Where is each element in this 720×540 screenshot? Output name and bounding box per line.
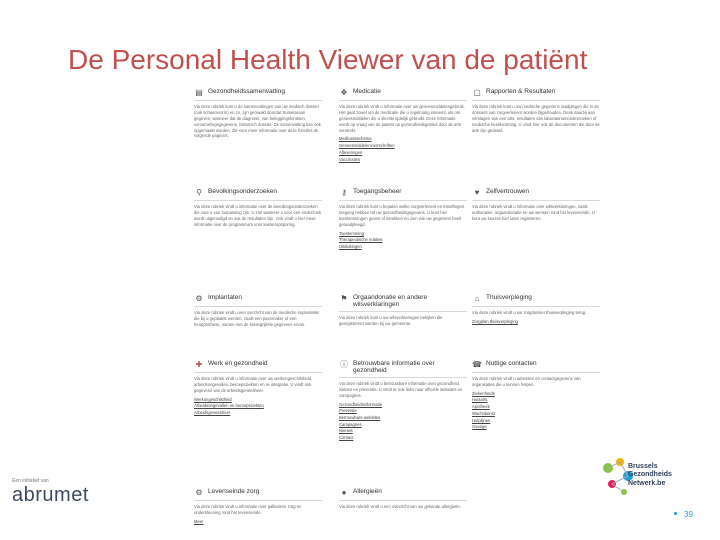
- card-description: Via deze rubriek kunt u uw wilsverklaringen bekijken die geregistreerd werden bij uw gemeente.: [339, 314, 443, 326]
- care-icon: ⚙: [195, 488, 203, 497]
- card-description: Via deze rubriek kunt u bepalen welke zorgverleners en instellingen toegang hebben tot uw gezondheidsgegevens. U kunt hier toestemmingen geven of intrekken en zien wie uw gegevens heeft geraadpleegd.: [339, 204, 465, 227]
- link-info-0[interactable]: Gezondheidsinformatie: [339, 401, 383, 407]
- brussels-health-network-logo: [598, 454, 708, 504]
- link-exclusions[interactable]: Uitsluitingen: [339, 243, 362, 249]
- link-contact-4[interactable]: Hulplijnen: [472, 417, 491, 423]
- link-deliveries[interactable]: Afleveringen: [339, 149, 363, 155]
- card-health-information[interactable]: [339, 360, 467, 442]
- link-info-5[interactable]: Contact: [339, 435, 354, 441]
- card-title: Medicatie: [353, 88, 381, 95]
- link-work-accidents[interactable]: Arbeidsongevallen en beroepsziekten: [194, 403, 264, 409]
- card-title: Nuttige contacten: [486, 360, 537, 367]
- card-header: [339, 360, 467, 378]
- card-description: Via deze rubriek vindt u een overzicht van de medische implantaten die bij u geplaatst werden, zoals een pacemaker of een heupprothese, samen met de belangrijkste gegevens ervan.: [194, 310, 320, 327]
- card-header: [472, 188, 600, 201]
- card-header: [472, 360, 600, 373]
- implant-icon: ⚙: [195, 294, 203, 303]
- card-population-screening[interactable]: [194, 188, 322, 228]
- info-icon: ⓘ: [340, 360, 348, 369]
- card-header: [194, 88, 322, 101]
- summary-icon: ▤: [195, 88, 203, 97]
- card-links: [472, 391, 600, 431]
- card-header: [472, 294, 600, 307]
- link-prescriptions[interactable]: Geneesmiddelenvoorschriften: [339, 143, 395, 149]
- card-title: Thuisverpleging: [486, 294, 532, 301]
- card-title: Toegangsbeheer: [353, 188, 402, 195]
- link-occupational-doctor[interactable]: Arbeidsgeneesheer: [194, 410, 231, 416]
- card-header: [194, 360, 322, 373]
- link-contact-1[interactable]: Huisarts: [472, 397, 488, 403]
- link-info-2[interactable]: Betrouwbare websites: [339, 415, 381, 420]
- document-icon: ▢: [473, 88, 481, 97]
- card-title: Gezondheidssamenvatting: [208, 88, 285, 95]
- card-title: Levenseinde zorg: [208, 488, 260, 495]
- card-title: Werk en gezondheid: [208, 360, 268, 367]
- card-header: [472, 88, 600, 101]
- logo-line-2: Gezondheids: [628, 471, 672, 479]
- card-description: Via deze rubriek vindt u informatie over palliatieve zorg en ondersteuning rond het levenseinde.: [194, 504, 302, 515]
- link-medication-schema[interactable]: Medicatieschema: [339, 136, 372, 142]
- link-contact-2[interactable]: Apotheek: [472, 404, 490, 410]
- link-contact-0[interactable]: Ziekenfonds: [472, 390, 495, 396]
- card-description: Via deze rubriek kunt u uw medische gegevens raadplegen die in de dossiers van zorgverleners worden bijgehouden. Denk daarbij aan verslagen van een arts, resultaten van laboratoriumonderzoeken of medische beeldvorming. U vindt hier ook de documenten die door de arts zijn gedeeld.: [472, 104, 600, 133]
- card-organ-donation[interactable]: [339, 294, 467, 327]
- card-description: Via deze rubriek vindt u een overzicht van uw gekende allergieën.: [339, 504, 461, 509]
- flag-icon: ⚑: [340, 294, 348, 303]
- card-links: [339, 231, 467, 251]
- card-self-confidence[interactable]: [472, 188, 600, 222]
- card-header: [339, 88, 467, 101]
- link-care-plan[interactable]: Zorgplan thuisverpleging: [472, 318, 518, 324]
- link-vaccinations[interactable]: Vaccinaties: [339, 156, 361, 162]
- card-useful-contacts[interactable]: [472, 360, 600, 431]
- link-incapacity[interactable]: Werkongeschiktheid: [194, 396, 232, 402]
- card-header: [339, 488, 467, 501]
- card-title: Bevolkingsonderzoeken: [208, 188, 278, 195]
- card-title: Implantaten: [208, 294, 242, 301]
- card-description: Via deze rubriek vindt u adressen en contactgegevens van organisaties die u kunnen helpen.: [472, 376, 581, 387]
- card-header: [194, 488, 322, 501]
- heart-icon: ♥: [474, 188, 480, 197]
- logo-wordmark: abrumet: [12, 484, 89, 506]
- card-health-summary[interactable]: [194, 88, 322, 139]
- allergy-icon: ●: [341, 488, 347, 497]
- logo-line-1: Brussels: [628, 463, 658, 470]
- card-title: Betrouwbare informatie over gezondheid: [353, 360, 435, 375]
- card-end-of-life-care[interactable]: [194, 488, 322, 525]
- link-more[interactable]: Meer: [194, 518, 204, 524]
- link-consent[interactable]: Toestemming: [339, 230, 364, 236]
- work-icon: ✚: [195, 360, 203, 369]
- card-access-management[interactable]: [339, 188, 467, 251]
- home-icon: ⌂: [474, 294, 480, 303]
- card-header: [339, 294, 467, 312]
- card-description: Via deze rubriek vindt u uw zorgdossier thuisverpleging terug.: [472, 310, 587, 315]
- logo-line-3: Netwerk.be: [628, 479, 666, 487]
- card-work-health[interactable]: [194, 360, 322, 417]
- page-number: 39: [684, 510, 693, 519]
- contact-icon: ☎: [472, 360, 482, 369]
- card-header: [194, 188, 322, 201]
- page-bullet: [674, 512, 677, 515]
- card-medication[interactable]: [339, 88, 467, 163]
- card-description: Via deze rubriek vindt u betrouwbare informatie over gezondheid, ziekten en preventie. U vindt er ook links naar officiële websites en campagnes.: [339, 380, 463, 398]
- card-description: Via deze rubriek vindt u informatie over uw geneesmiddelengebruik. Het gaat zowel om de medicatie die u regelmatig inneemt, als om geneesmiddelen die u slechts tijdelijk gebruikt. Deze informatie wordt op vraag van de patiënt op gezondheidsgebied door de arts verstrekt.: [339, 104, 465, 133]
- card-description: Via deze rubriek vindt u informatie over de bevolkingsonderzoeken die voor u van toepassing zijn. U ziet wanneer u voor een onderzoek wordt uitgenodigd en wat de resultaten zijn. Ook vindt u hier meer informatie over de programma's voor kankeropsporing.: [194, 204, 322, 227]
- search-icon: ⚲: [196, 188, 202, 197]
- card-description: Via deze rubriek kunt u de samenvattingen van uw medisch dossier (ook schaamvorm) en zo, zijn gemaakt doordat Sumetaraan gegeven, wanneer dat de diagnose, van beleggingsfondsen, verzamelingsgegevens, historisch dossier. De samenvatting kan ook opgemaakt worden. Zie voor meer informatie over deze functies de volgende pagina's.: [194, 104, 321, 139]
- card-description: Via deze rubriek vindt u informatie over uw werkongeschiktheid, arbeidsongevallen, beroepsziekten en re-integratie. U vindt ook gegevens van de arbeidsgeneesheer.: [194, 376, 313, 393]
- card-allergies[interactable]: [339, 488, 467, 510]
- card-links: [194, 397, 322, 417]
- card-title: Zelfvertrouwen: [486, 188, 529, 195]
- link-contact-3[interactable]: Wachtdienst: [472, 410, 495, 416]
- card-header: [194, 294, 322, 307]
- card-title: Rapporten & Resultaten: [486, 88, 556, 95]
- pill-icon: ❖: [340, 88, 348, 97]
- card-implants[interactable]: [194, 294, 322, 328]
- card-title: Allergieën: [353, 488, 382, 495]
- logo-tagline: Een initiatief van: [12, 478, 49, 484]
- abrumet-logo: [12, 478, 89, 507]
- card-links: [472, 319, 600, 326]
- card-reports-results[interactable]: [472, 88, 600, 133]
- card-header: [339, 188, 467, 201]
- card-links: [339, 402, 467, 442]
- card-links: [194, 519, 322, 526]
- link-contact-5[interactable]: Overige: [472, 424, 487, 430]
- link-info-1[interactable]: Preventie: [339, 408, 357, 414]
- card-description: Via deze rubriek vindt u informatie over wilsverklaringen, zoals euthanasie, orgaandonatie en uw wensen rond het levenseinde. U kunt uw keuzes hier laten registreren.: [472, 204, 595, 221]
- card-links: [339, 136, 467, 163]
- key-icon: ⚷: [341, 188, 347, 197]
- link-therapeutic-relations[interactable]: Therapeutische relaties: [339, 237, 383, 243]
- network-logo-text: [628, 463, 672, 488]
- slide-title: De Personal Health Viewer van de patiënt: [68, 44, 588, 75]
- card-home-nursing[interactable]: [472, 294, 600, 326]
- card-title: Orgaandonatie en andere wilsverklaringen: [353, 294, 428, 309]
- link-info-4[interactable]: Nieuws: [339, 428, 353, 434]
- link-info-3[interactable]: Campagnes: [339, 421, 362, 427]
